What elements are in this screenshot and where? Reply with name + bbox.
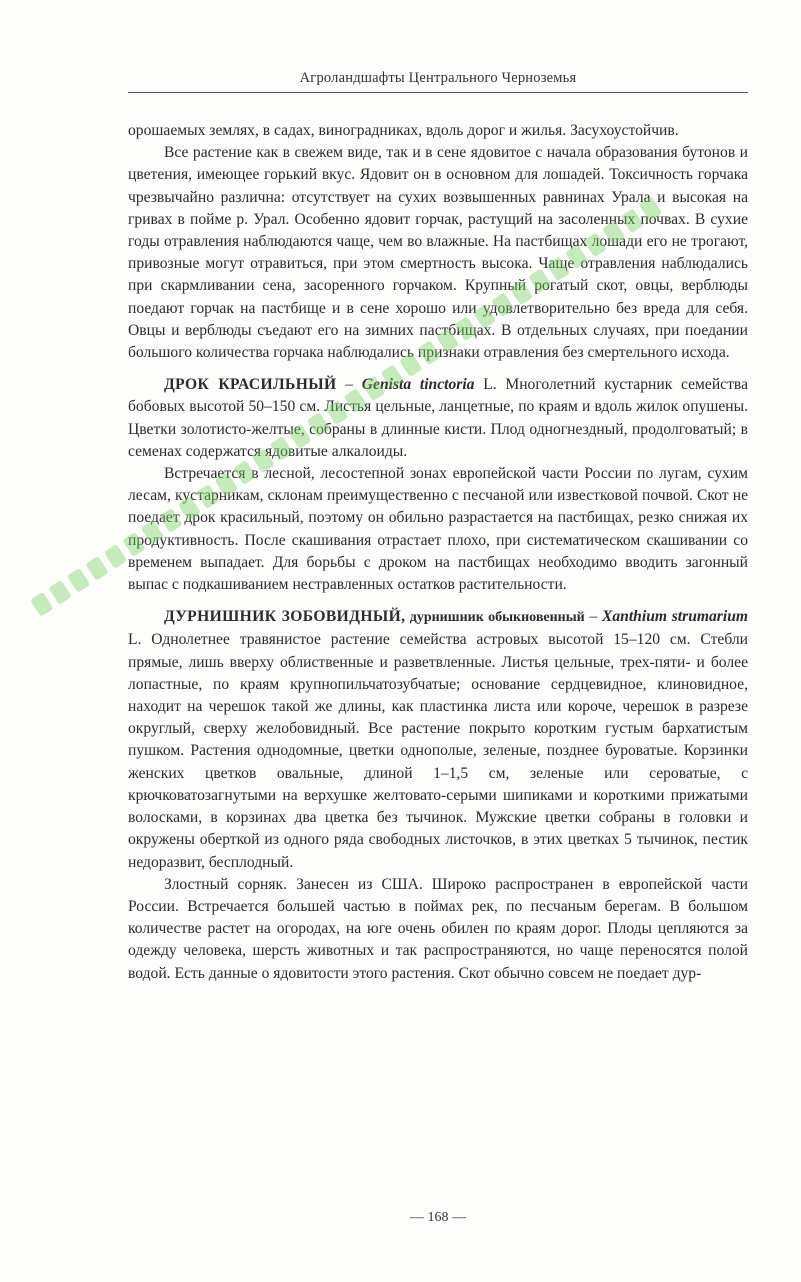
watermark-dash	[67, 568, 90, 593]
watermark-dash	[48, 580, 71, 605]
entry-latin-name: Genista tinctoria	[361, 376, 475, 394]
paragraph-6: Злостный сорняк. Занесен из США. Широко распространен в европейской части России. Встречается большей частью в поймах рек, по песчаным берегам. В большом количестве растет на огородах, на юге очень обилен по краям дорог. Плоды цепляются за одежду человека, шерсть животных и так распространяются, но чаще переносятся полой водой. Есть данные о ядовитости этого растения. Скот обычно совсем не поедает дур-	[128, 875, 748, 982]
watermark-dash	[30, 592, 53, 617]
header-rule	[128, 92, 748, 93]
page-body	[128, 120, 748, 985]
paragraph-1: орошаемых землях, в садах, виноградниках, вдоль дорог и жилья. Засухоустойчив.	[128, 122, 679, 139]
watermark-dash	[104, 544, 127, 569]
entry-description: L. Многолетний кустарник семейства бобовых высотой 50–150 см. Листья цельные, ланцетные, по краям и вдоль жилок опушены. Цветки золотисто-желтые, собраны в длинные кисти. Плод одногнездный, продолговатый; в семенах содержатся ядовитые алкалоиды.	[128, 376, 748, 460]
entry-xanthium	[128, 606, 748, 873]
entry-dash: –	[584, 608, 602, 626]
page-number: — 168 —	[410, 1210, 466, 1225]
paragraph-4: Встречается в лесной, лесостепной зонах европейской части России по лугам, сухим лесам, кустарникам, склонам преимущественно с песчаной или известковой почвой. Скот не поедает дрок красильный, поэтому он обильно разрастается на пастбищах, резко снижая их продуктивность. После скашивания отрастает плохо, при систематическом скашивании со временем выпадает. Для борьбы с дроком на пастбищах необходимо вводить загонный выпас с подкашиванием нестравленных остатков растительности.	[128, 465, 748, 594]
entry-description: L. Однолетнее травянистое растение семейства астровых высотой 15–120 см. Стебли прямые, лишь вверху облиственные и разветвленные. Листья цельные, трех-пяти- и более лопастные, по краям крупнопильчатозубчатые; основание сердцевидное, клиновидное, находит на черешок такой же длины, как пластинка листа или короче, черешок в разрезе округлый, сверху желобовидный. Все растение покрыто коротким густым бархатистым пушком. Растения однодомные, цветки однополые, зеленые, позднее буроватые. Корзинки женских цветков овальные, длиной 1–1,5 см, зеленые или сероватые, с крючковатозагнутыми на верхушке желтовато-серыми шипиками и короткими прижатыми волосками, в корзинах два цветка без тычинок. Мужские цветки собраны в головки и окружены оберткой из одного ряда свободных листочков, в этих цветках 5 тычинок, пестик недоразвит, бесплодный.	[128, 631, 748, 871]
entry-genista	[128, 374, 748, 463]
paragraph-2: Все растение как в свежем виде, так и в сене ядовитое с начала образования бутонов и цветения, имеющее горький вкус. Ядовит он в основном для лошадей. Токсичность горчака чрезвычайно различна: отсутствует на сухих возвышенных равнинах Урала и высокая на гривах в пойме р. Урал. Особенно ядовит горчак, растущий на засоленных почвах. В сухие годы отравления наблюдаются чаще, чем во влажные. На пастбищах лошади его не трогают, привозные могут отравиться, при этом смертность высока. Чаще отравления наблюдались при скармливании сена, засоренного горчаком. Крупный рогатый скот, овцы, верблюды поедают горчак на пастбище и в сене хорошо или удовлетворительно без вреда для себя. Овцы и верблюды съедают его на зимних пастбищах. В отдельных случаях, при поедании большого количества горчака наблюдались признаки отравления без смертельного исхода.	[128, 144, 748, 362]
running-header: Агроландшафты Центрального Черноземья	[299, 70, 577, 86]
entry-term: ДУРНИШНИК ЗОБОВИДНЫЙ,	[164, 608, 406, 626]
entry-synonym: дурнишник обыкновенный	[405, 610, 585, 626]
entry-term: ДРОК КРАСИЛЬНЫЙ	[164, 376, 337, 394]
watermark-dash	[85, 556, 108, 581]
entry-dash: –	[336, 376, 362, 394]
entry-latin-name: Xanthium strumarium	[601, 608, 748, 626]
